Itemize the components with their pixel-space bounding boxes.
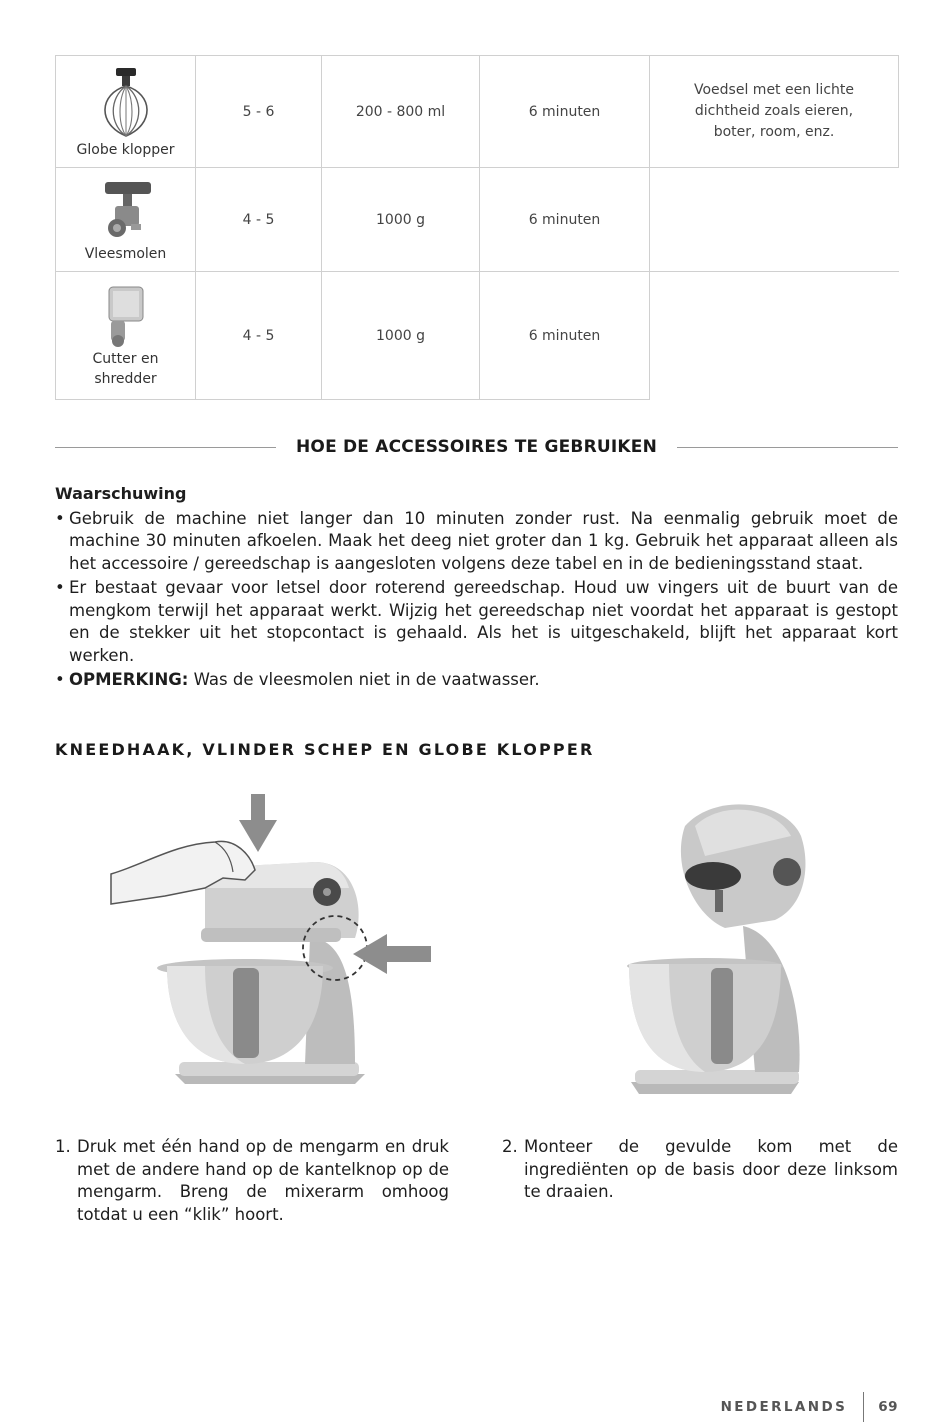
speed-value: 4 - 5 — [196, 272, 322, 400]
quantity-value: 200 - 800 ml — [322, 56, 480, 168]
step-text: Monteer de gevulde kom met de ingrediënten op de basis door deze linksom te draaien. — [524, 1137, 898, 1201]
speed-value: 4 - 5 — [196, 168, 322, 272]
warning-item: • Gebruik de machine niet langer dan 10 minuten zonder rust. Na eenmalig gebruik moet de machine 30 minuten afkoelen. Maak het deeg niet groter dan 1 kg. Gebruik het apparaat alleen als het accessoire / gereedschap is aangesloten volgens deze tabel en in de bedieningsstand staat. — [55, 508, 898, 576]
quantity-value: 1000 g — [322, 168, 480, 272]
accessory-cell — [56, 272, 196, 400]
step-number: 2. — [502, 1137, 518, 1156]
time-value: 6 minuten — [480, 168, 650, 272]
footer-divider — [863, 1392, 864, 1422]
quantity-value: 1000 g — [322, 272, 480, 400]
whisk-icon — [91, 64, 161, 140]
warning-item: • Er bestaat gevaar voor letsel door roterend gereedschap. Houd uw vingers uit de buurt van de mengkom terwijl het apparaat werkt. Wijzig het gereedschap niet voordat het apparaat is gestopt en de stekker uit het stopcontact is gehaald. Als het is uitgeschakeld, blijft het apparaat kort werken. — [55, 577, 898, 667]
warning-title: Waarschuwing — [55, 484, 187, 503]
step-number: 1. — [55, 1137, 71, 1156]
arrow-down-icon — [239, 794, 277, 852]
step-text: Druk met één hand op de mengarm en druk met de andere hand op de kantelknop op de mengarm. Breng de mixerarm omhoog totdat u een “klik” hoort. — [77, 1137, 449, 1224]
table-row — [56, 272, 899, 400]
page-footer — [721, 1392, 898, 1422]
time-value: 6 minuten — [480, 272, 650, 400]
subheading: KNEEDHAAK, VLINDER SCHEP EN GLOBE KLOPPER — [55, 740, 595, 759]
description-line: boter, room, enz. — [713, 124, 835, 140]
accessory-name: Globe klopper — [76, 141, 175, 158]
description-line: Voedsel met een lichte — [694, 82, 854, 98]
description-line: dichtheid zoals eieren, — [694, 103, 854, 119]
divider — [677, 447, 898, 448]
page-number: 69 — [878, 1399, 898, 1415]
table-row — [56, 56, 899, 168]
step-2 — [502, 1136, 898, 1204]
speed-value: 5 - 6 — [196, 56, 322, 168]
footer-language: NEDERLANDS — [720, 1399, 848, 1415]
section-title — [55, 434, 898, 460]
accessory-cell — [56, 168, 196, 272]
accessory-name-line: shredder — [94, 370, 157, 387]
figure-mount-bowl — [615, 796, 815, 1110]
meat-grinder-icon — [91, 176, 161, 244]
note-item — [55, 669, 898, 692]
note-label: OPMERKING: — [69, 670, 189, 689]
section-title-text: HOE DE ACCESSOIRES TE GEBRUIKEN — [295, 437, 658, 457]
divider — [55, 447, 276, 448]
arrow-left-icon — [353, 934, 431, 974]
figure-lift-head — [105, 788, 445, 1112]
time-value: 6 minuten — [480, 56, 650, 168]
step-1 — [55, 1136, 449, 1226]
warning-list — [55, 508, 898, 692]
accessory-cell — [56, 56, 196, 168]
note-text: Was de vleesmolen niet in de vaatwasser. — [188, 670, 540, 689]
table-row — [56, 168, 899, 272]
description-cell — [650, 56, 899, 168]
warning-block — [55, 483, 898, 694]
accessory-name-line: Cutter en — [92, 350, 159, 367]
shredder-icon — [91, 283, 161, 349]
accessory-name: Vleesmolen — [84, 245, 167, 262]
accessory-table — [55, 55, 898, 400]
